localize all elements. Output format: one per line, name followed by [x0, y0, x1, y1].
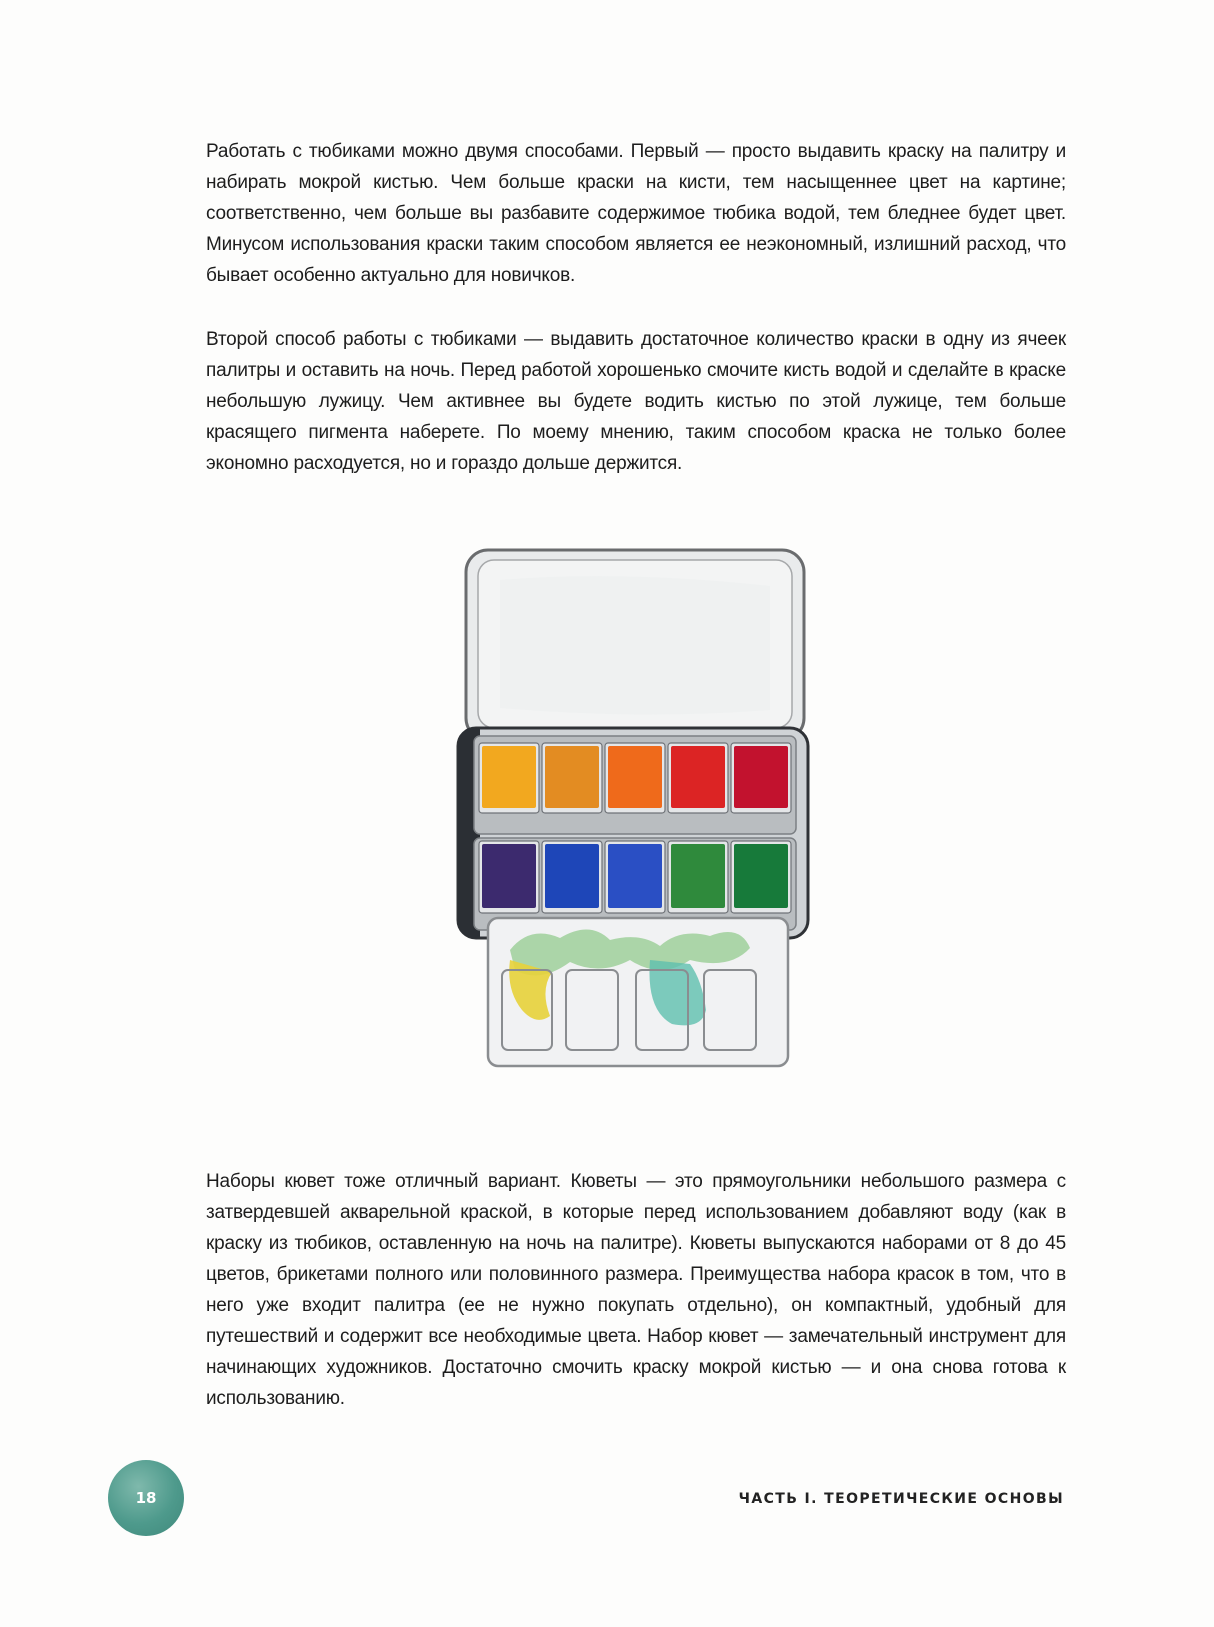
- paint-pan: [482, 844, 536, 908]
- paint-pans-top-row: [479, 743, 791, 813]
- paragraph-text: Второй способ работы с тюбиками — выдавить достаточное количество краски в одну из ячеек палитры и оставить на ночь. Перед работой хорошенько смочите кисть водой и сделайте в краске небольшую лужицу. Чем активнее вы будете водить кистью по этой лужице, тем больше красящего пигмента наберете. По моему мнению, таким способом краска не только более экономно расходуется, но и гораздо дольше держится.: [206, 329, 1066, 474]
- mixing-tray: [488, 918, 788, 1066]
- paint-pan: [545, 844, 599, 908]
- paragraph-tube-methods: [206, 136, 1066, 291]
- paragraph-text: Наборы кювет тоже отличный вариант. Кюветы — это прямоугольники небольшого размера с затвердевшей акварельной краской, в которые перед использованием добавляют воду (как в краску из тюбиков, оставленную на ночь на палитре). Кюветы выпускаются наборами от 8 до 45 цветов, брикетами полного или половинного размера. Преимущества набора красок в том, что в него уже входит палитра (ее не нужно покупать отдельно), он компактный, удобный для путешествий и содержит все необходимые цвета. Набор кювет — замечательный инструмент для начинающих художников. Достаточно смочить краску мокрой кистью — и она снова готова к использованию.: [206, 1171, 1066, 1409]
- paragraph-second-method: [206, 324, 1066, 479]
- palette-body: [458, 728, 808, 938]
- paint-pan: [671, 844, 725, 908]
- paint-pan: [671, 746, 725, 808]
- page-number: 18: [135, 1489, 157, 1507]
- paragraph-text: Работать с тюбиками можно двумя способами. Первый — просто выдавить краску на палитру и набирать мокрой кистью. Чем больше краски на кисти, тем насыщеннее цвет на картине; соответственно, чем больше вы разбавите содержимое тюбика водой, тем бледнее будет цвет. Минусом использования краски таким способом является ее неэкономный, излишний расход, что бывает особенно актуально для новичков.: [206, 141, 1066, 286]
- paint-pan: [482, 746, 536, 808]
- running-footer-section-title: ЧАСТЬ I. ТЕОРЕТИЧЕСКИЕ ОСНОВЫ: [738, 1491, 1064, 1507]
- paint-pan: [545, 746, 599, 808]
- paint-pans-bottom-row: [479, 841, 791, 913]
- page-number-badge: [108, 1460, 184, 1536]
- paint-pan: [734, 844, 788, 908]
- paragraph-pan-sets: [206, 1166, 1066, 1414]
- watercolor-palette-illustration: [440, 540, 830, 1100]
- paint-pan: [608, 844, 662, 908]
- paint-pan: [734, 746, 788, 808]
- paint-pan: [608, 746, 662, 808]
- palette-lid: [466, 550, 804, 740]
